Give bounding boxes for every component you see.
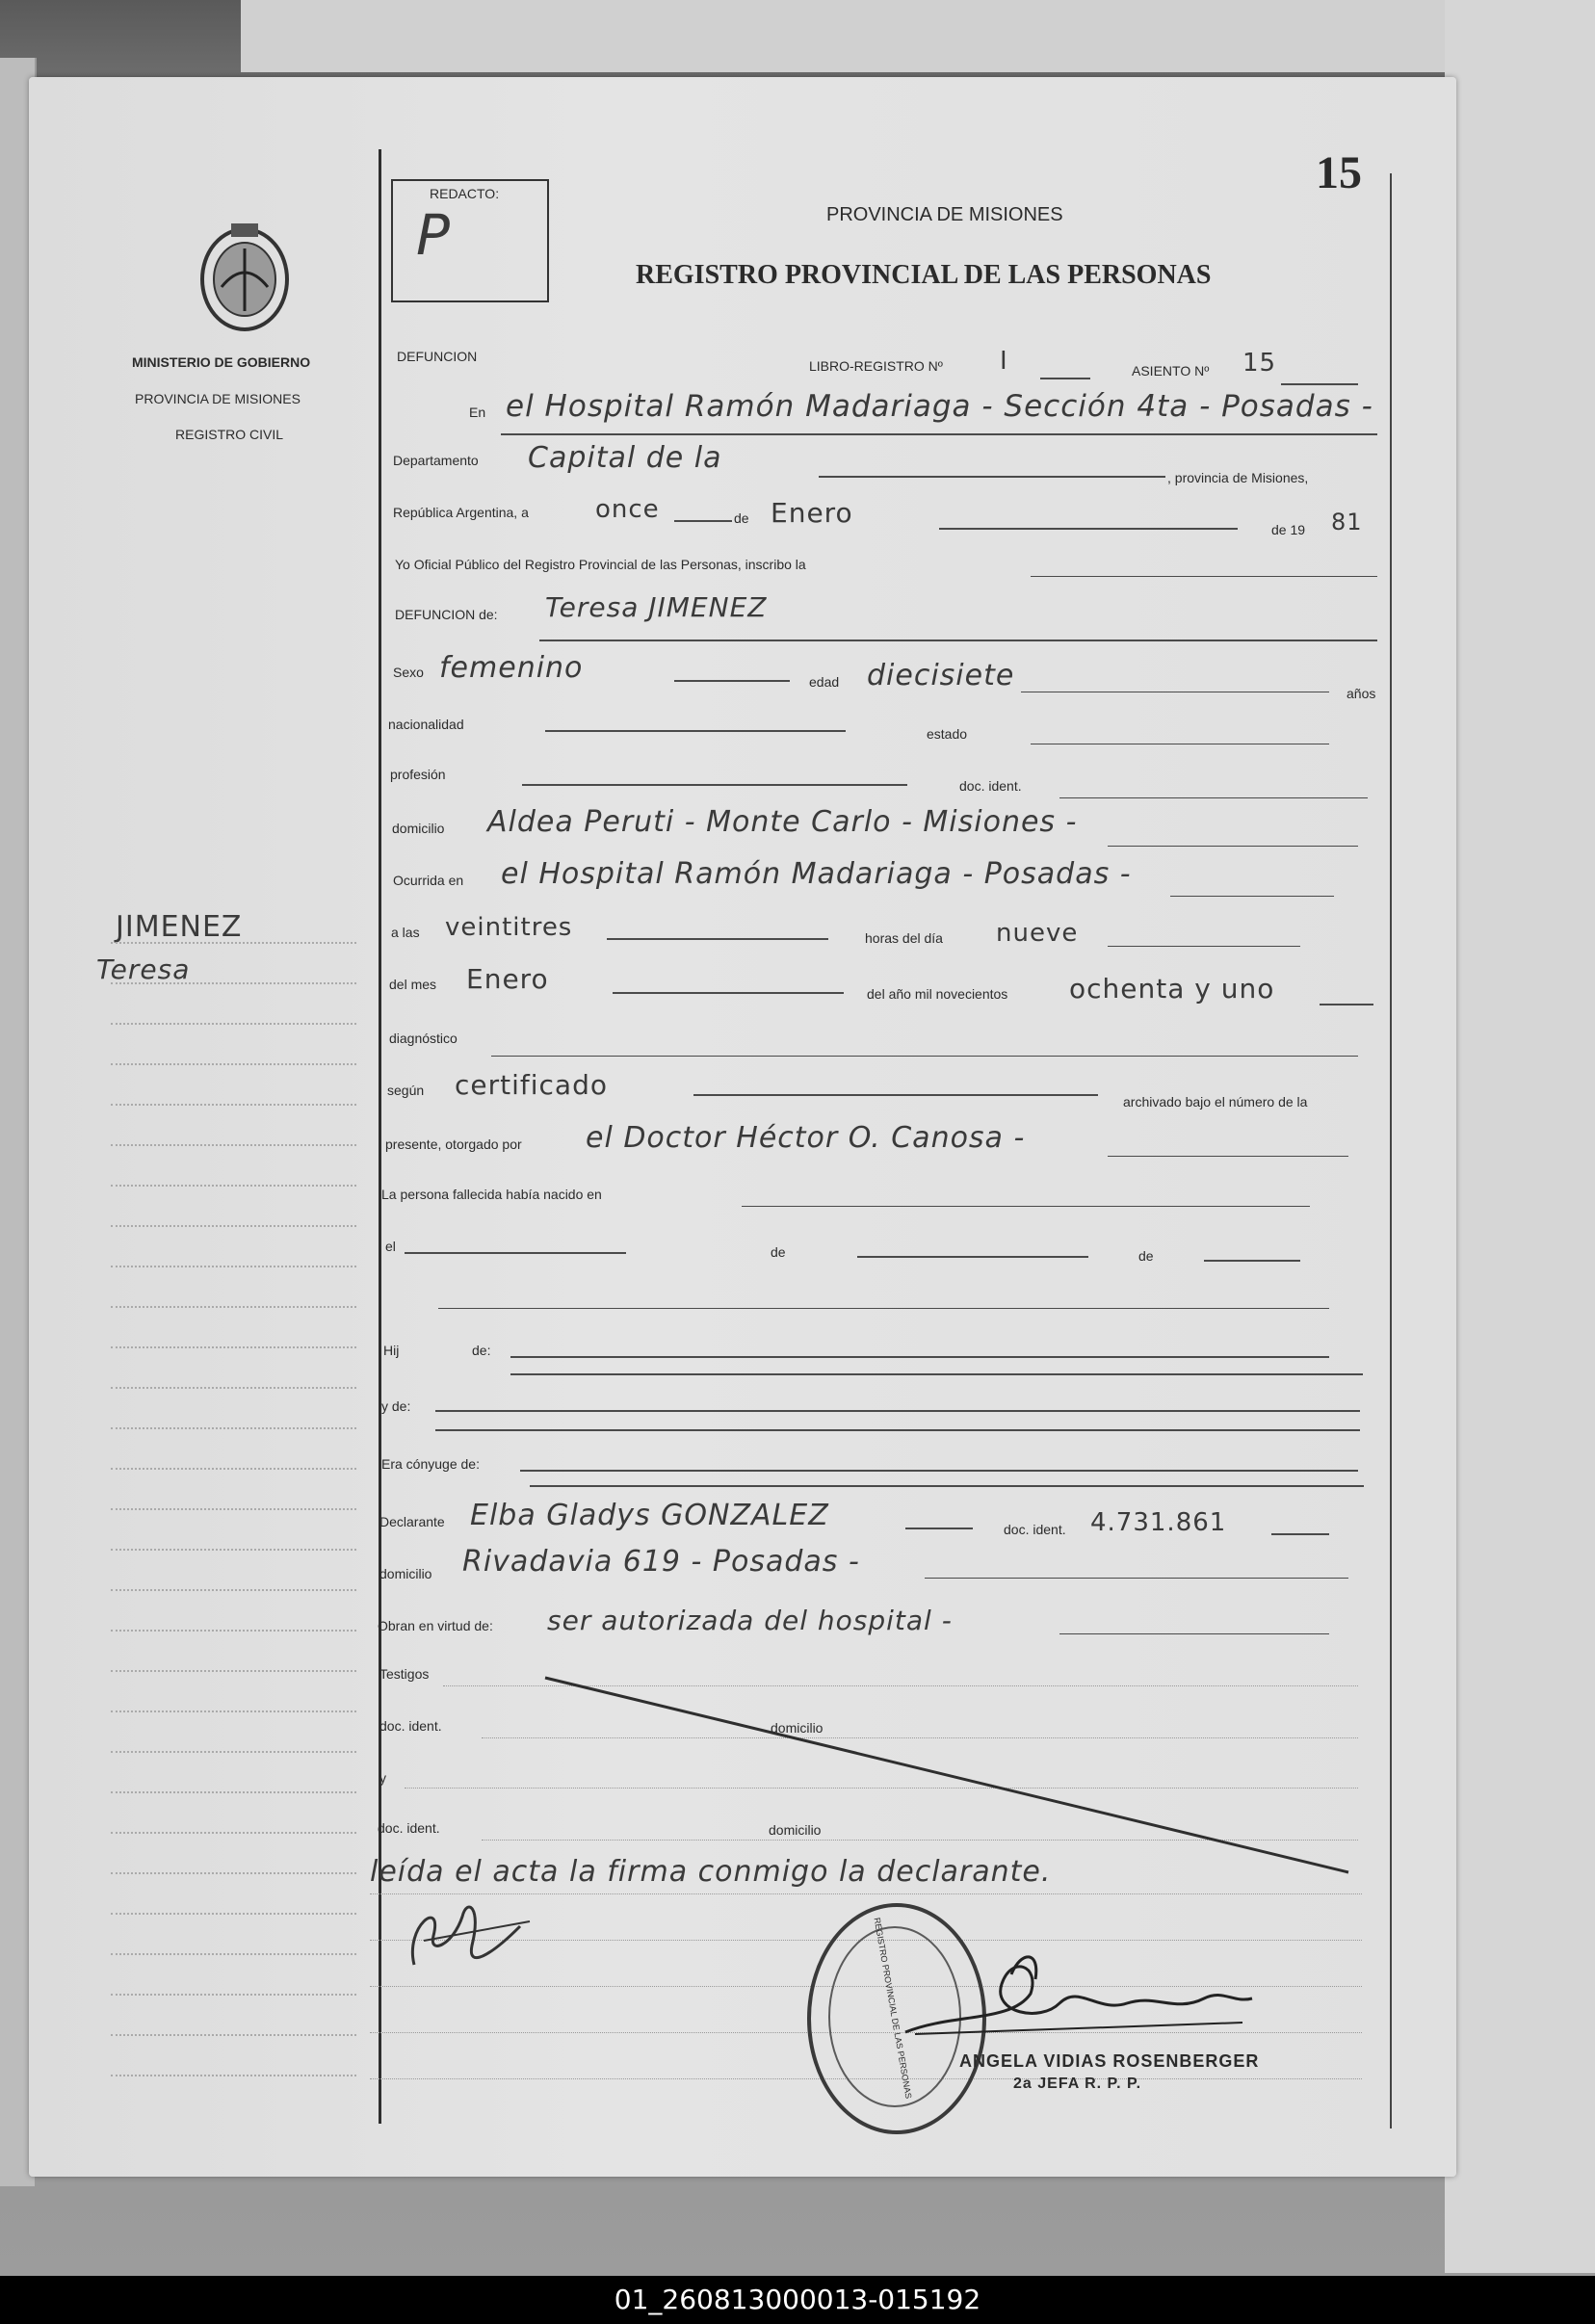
conyuge-label: Era cónyuge de:	[381, 1456, 480, 1472]
official-title: 2a JEFA R. P. P.	[1013, 2076, 1142, 2092]
en-value: el Hospital Ramón Madariaga - Sección 4ta - Posadas -	[506, 389, 1373, 424]
en-label: En	[469, 405, 486, 420]
registry-title: REGISTRO PROVINCIAL DE LAS PERSONAS	[636, 260, 1212, 290]
anio-value: 81	[1331, 509, 1363, 535]
declarante-doc-line	[1271, 1533, 1329, 1535]
obran-label: Obran en virtud de:	[378, 1618, 493, 1633]
defuncion-de-line	[539, 640, 1377, 641]
republica-label: República Argentina, a	[393, 505, 529, 520]
presente-value: el Doctor Héctor O. Canosa -	[586, 1121, 1026, 1155]
de2-line	[857, 1256, 1088, 1258]
obran-value: ser autorizada del hospital -	[547, 1605, 953, 1636]
estado-label: estado	[927, 726, 968, 742]
archivado-label: archivado bajo el número de la	[1123, 1094, 1308, 1110]
ano2-line	[1320, 1004, 1373, 1005]
departamento-value: Capital de la	[528, 441, 722, 475]
segun-line	[693, 1094, 1098, 1096]
asiento-label: ASIENTO Nº	[1132, 363, 1210, 379]
nacido-label: La persona fallecida había nacido en	[381, 1187, 602, 1202]
a-las-label: a las	[391, 925, 420, 940]
mes-line	[939, 528, 1238, 530]
testigo1-doc-label: doc. ident.	[379, 1718, 442, 1734]
libro-label: LIBRO-REGISTRO Nº	[809, 358, 943, 374]
cancel-strike-line	[539, 1672, 1358, 1884]
hijo-de-label: de:	[472, 1343, 491, 1358]
doc-ident-label: doc. ident.	[959, 778, 1022, 794]
de3-label: de	[1138, 1248, 1154, 1264]
de-label: de	[734, 510, 749, 526]
domicilio-label: domicilio	[392, 821, 445, 836]
closing-text: leída el acta la firma conmigo la declarante.	[370, 1855, 1052, 1889]
declarante-value: Elba Gladys GONZALEZ	[470, 1499, 829, 1532]
doc-ident-line	[1059, 797, 1368, 798]
declarante-label: Declarante	[379, 1514, 445, 1529]
sidebar-surname: JIMENEZ	[116, 910, 243, 944]
deceased-name: Teresa JIMENEZ	[545, 591, 768, 623]
declarante-dom-value: Rivadavia 619 - Posadas -	[462, 1545, 860, 1579]
nacido-line	[742, 1206, 1310, 1207]
scan-caption: 01_260813000013-015192	[0, 2276, 1595, 2324]
ministry-label: MINISTERIO DE GOBIERNO	[132, 354, 311, 370]
sidebar-province-label: PROVINCIA DE MISIONES	[135, 391, 301, 406]
hijo-line	[510, 1356, 1329, 1358]
de2-label: de	[771, 1244, 786, 1260]
ano2-value: ochenta y uno	[1069, 973, 1275, 1005]
dia-value: once	[595, 495, 660, 524]
sexo-value: femenino	[439, 651, 584, 685]
defuncion-label: DEFUNCION	[397, 349, 478, 364]
nacionalidad-label: nacionalidad	[388, 717, 464, 732]
departamento-label: Departamento	[393, 453, 479, 468]
el-label: el	[385, 1239, 396, 1254]
libro-line	[1040, 378, 1090, 379]
redacto-initial: P	[416, 202, 451, 268]
province-title: PROVINCIA DE MISIONES	[826, 204, 1063, 225]
edad-value: diecisiete	[867, 659, 1015, 692]
official-signature	[896, 1945, 1262, 2051]
mes-value: Enero	[771, 497, 853, 529]
segun-value: certificado	[455, 1069, 608, 1101]
y-de-label: y de:	[381, 1398, 411, 1414]
right-margin-rule	[1390, 173, 1392, 2128]
segun-label: según	[387, 1083, 425, 1098]
del-mes-label: del mes	[389, 977, 437, 992]
edad-label: edad	[809, 674, 840, 690]
dia2-line	[1108, 946, 1300, 947]
nacido-line-2	[438, 1308, 1329, 1309]
dia-line	[674, 520, 732, 522]
testigo1-dom-label: domicilio	[771, 1720, 824, 1736]
background-page-right	[1445, 0, 1595, 2273]
declarante-dom-label: domicilio	[379, 1566, 432, 1581]
testigos-label: Testigos	[379, 1666, 430, 1682]
declarant-signature	[395, 1888, 539, 1984]
conyuge-line	[520, 1470, 1358, 1472]
profesion-label: profesión	[390, 767, 446, 782]
redacto-label: REDACTO:	[430, 186, 500, 201]
departamento-line	[819, 476, 1165, 478]
anos-label: años	[1347, 686, 1376, 701]
testigo2-doc-label: doc. ident.	[378, 1820, 440, 1836]
ocurrida-label: Ocurrida en	[393, 873, 464, 888]
mes2-value: Enero	[466, 963, 549, 995]
asiento-value: 15	[1242, 349, 1277, 378]
oficial-text: Yo Oficial Público del Registro Provincial de las Personas, inscribo la	[395, 557, 806, 572]
seal-text: REGISTRO PROVINCIAL DE LAS PERSONAS	[872, 1917, 914, 2100]
en-line	[501, 433, 1377, 435]
profesion-line	[522, 784, 907, 786]
nacionalidad-line	[545, 730, 846, 732]
testigo-y-label: y	[379, 1770, 386, 1786]
ocurrida-line	[1170, 896, 1334, 897]
background-page	[241, 0, 1595, 72]
obran-line	[1059, 1633, 1329, 1634]
domicilio-line	[1108, 846, 1358, 847]
mes2-line	[613, 992, 844, 994]
official-name: ANGELA VIDIAS ROSENBERGER	[959, 2051, 1260, 2071]
diagnostico-label: diagnóstico	[389, 1031, 458, 1046]
defuncion-de-label: DEFUNCION de:	[395, 607, 498, 622]
ocurrida-value: el Hospital Ramón Madariaga - Posadas -	[501, 857, 1132, 891]
y-de-line-2	[435, 1429, 1360, 1431]
presente-label: presente, otorgado por	[385, 1136, 522, 1152]
de19-label: de 19	[1271, 522, 1306, 537]
oficial-line	[1031, 576, 1377, 577]
page-number: 15	[1316, 147, 1362, 198]
de3-line	[1204, 1260, 1300, 1262]
horas-del-dia-label: horas del día	[865, 930, 943, 946]
provincia-label: , provincia de Misiones,	[1167, 470, 1309, 485]
libro-value: I	[1000, 347, 1008, 376]
diagnostico-line	[491, 1056, 1358, 1057]
conyuge-line-2	[530, 1485, 1364, 1487]
del-ano-label: del año mil novecientos	[867, 986, 1008, 1002]
hora-line	[607, 938, 828, 940]
hijo-label: Hij	[383, 1343, 400, 1358]
sidebar-given-name: Teresa	[96, 953, 191, 985]
y-de-line	[435, 1410, 1360, 1412]
declarante-line	[905, 1528, 973, 1529]
sexo-line	[674, 680, 790, 682]
sidebar-registry-label: REGISTRO CIVIL	[175, 427, 284, 442]
asiento-line	[1281, 383, 1358, 385]
hora-value: veintitres	[445, 913, 573, 942]
dia2-value: nueve	[996, 919, 1079, 948]
coat-of-arms-icon	[193, 220, 297, 335]
sexo-label: Sexo	[393, 665, 424, 680]
testigo2-dom-label: domicilio	[769, 1822, 822, 1838]
domicilio-value: Aldea Peruti - Monte Carlo - Misiones -	[487, 805, 1078, 839]
hijo-line-2	[510, 1373, 1363, 1375]
el-line	[405, 1252, 626, 1254]
declarante-dom-line	[925, 1578, 1348, 1579]
presente-line	[1108, 1156, 1348, 1157]
declarante-doc-value: 4.731.861	[1090, 1508, 1227, 1537]
declarante-doc-label: doc. ident.	[1004, 1522, 1066, 1537]
